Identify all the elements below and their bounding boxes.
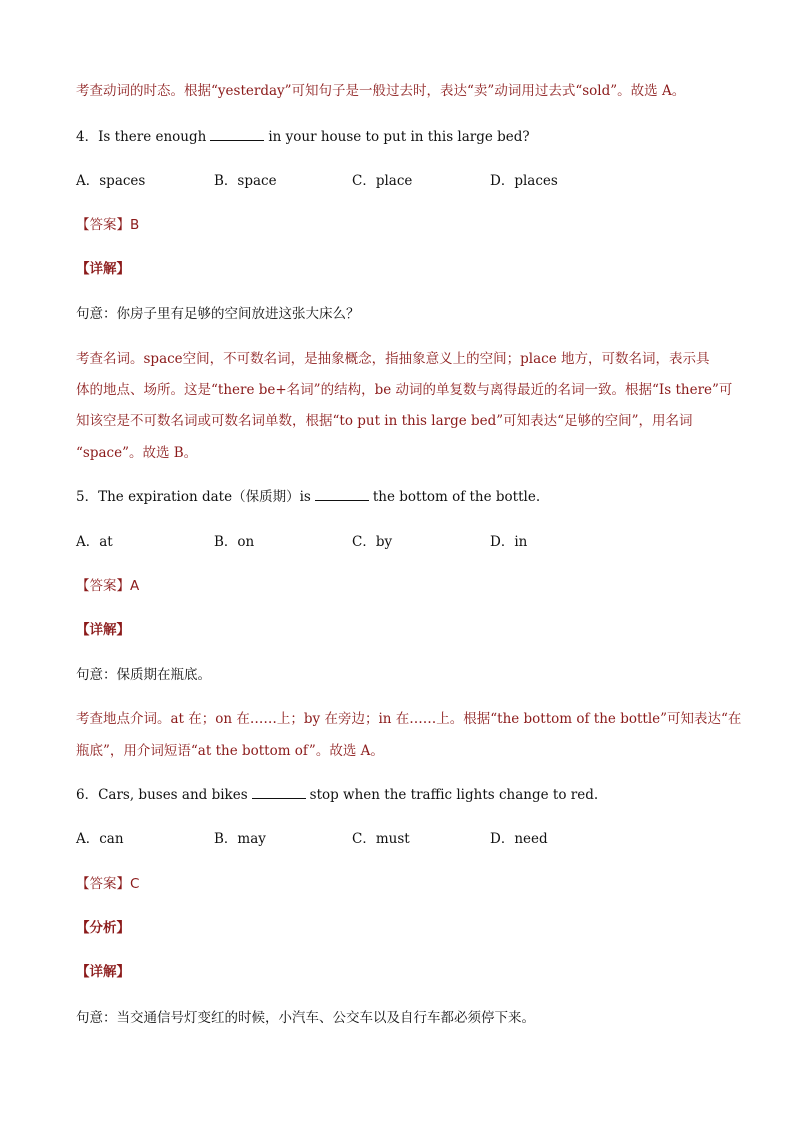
q4-explanation-1: 考查名词。space空间，不可数名词，是抽象概念，指抽象意义上的空间；place 地方，可数名词，表示具	[76, 351, 710, 367]
question-4-stem-end: in your house to put in this large bed?	[268, 129, 530, 145]
answer-blank	[252, 786, 306, 799]
q6-answer: 【答案】C	[76, 876, 140, 892]
q5-explanation-1: 考查地点介词。at 在；on 在……上；by 在旁边；in 在……上。根据“the bottom of the bottle”可知表达“在	[76, 711, 742, 727]
question-4-stem-start: 4．Is there enough	[76, 129, 207, 145]
q5-explanation-2: 瓶底”，用介词短语“at the bottom of”。故选 A。	[76, 743, 384, 759]
q5-answer: 【答案】A	[76, 578, 140, 594]
q4-option-b: B．space	[214, 173, 277, 189]
question-6-stem-start: 6．Cars, buses and bikes	[76, 787, 248, 803]
q4-detail-heading: 【详解】	[76, 261, 130, 277]
q5-option-d: D．in	[490, 534, 528, 550]
question-5	[76, 488, 540, 506]
q6-detail-heading: 【详解】	[76, 964, 130, 980]
q6-option-b: B．may	[214, 831, 266, 847]
q5-option-b: B．on	[214, 534, 255, 550]
q6-analysis-heading: 【分析】	[76, 920, 130, 936]
q4-answer: 【答案】B	[76, 217, 140, 233]
q5-detail-heading: 【详解】	[76, 622, 130, 638]
q5-option-a: A．at	[76, 534, 113, 550]
question-5-stem-start: 5．The expiration date（保质期）is	[76, 489, 311, 505]
q5-option-c: C．by	[352, 534, 393, 550]
q4-option-c: C．place	[352, 173, 413, 189]
q6-meaning: 句意：当交通信号灯变红的时候，小汽车、公交车以及自行车都必须停下来。	[76, 1010, 535, 1026]
explanation-line: 考查动词的时态。根据“yesterday”可知句子是一般过去时，表达“卖”动词用过去式“sold”。故选 A。	[76, 83, 686, 99]
answer-blank	[210, 128, 264, 141]
q4-meaning: 句意：你房子里有足够的空间放进这张大床么？	[76, 306, 360, 322]
q4-option-d: D．places	[490, 173, 558, 189]
question-4	[76, 128, 530, 146]
question-6	[76, 786, 598, 804]
q4-explanation-2: 体的地点、场所。这是“there be+名词”的结构，be 动词的单复数与离得最近的名词一致。根据“Is there”可	[76, 382, 733, 398]
q5-meaning: 句意：保质期在瓶底。	[76, 667, 211, 683]
q6-option-a: A．can	[76, 831, 124, 847]
question-5-stem-end: the bottom of the bottle.	[372, 489, 541, 505]
question-6-stem-end: stop when the traffic lights change to red.	[309, 787, 599, 803]
q4-explanation-3: 知该空是不可数名词或可数名词单数，根据“to put in this large bed”可知表达“足够的空间”，用名词	[76, 413, 693, 429]
q6-option-d: D．need	[490, 831, 548, 847]
q6-option-c: C．must	[352, 831, 410, 847]
answer-blank	[315, 488, 369, 501]
q4-option-a: A．spaces	[76, 173, 146, 189]
q4-explanation-4: “space”。故选 B。	[76, 445, 198, 461]
